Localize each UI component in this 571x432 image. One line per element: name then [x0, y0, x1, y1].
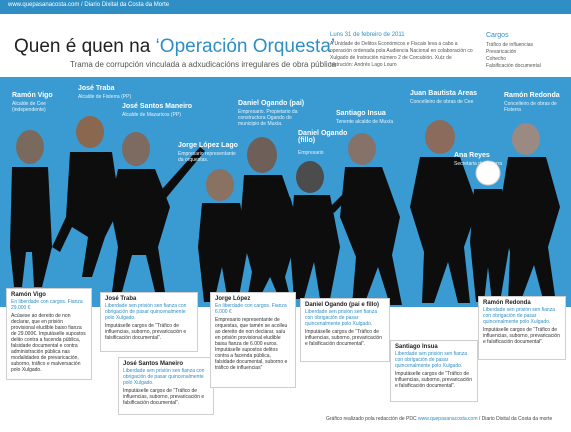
- charge-item: Tráfico de influencias: [486, 42, 534, 48]
- site-bar: [0, 0, 571, 14]
- card-body: Imputáselle cargos de “Tráfico de influencias, suborno, prevaricación e falsificación documental”.: [305, 329, 382, 347]
- card-name: Daniel Ogando (pai e fillo): [305, 302, 380, 308]
- footer-site-link[interactable]: www.quepasanacosta.com: [418, 416, 478, 422]
- card-status: En liberdade con cargos. Fianza 6.000 €: [215, 303, 287, 315]
- operation-summary: A Unidade de Delitos Económicos e Fiscais leva a cabo a operación ordenada pola Audiencia Nacional en colaboración co Xulgado de Instrución número 2 de Corcubión. Xuíz de Instrución: Andrés Lago Louro: [330, 41, 473, 68]
- person-role-traba: Alcalde de Fisterra (PP): [78, 94, 132, 100]
- person-name-insua: Santiago Insua: [336, 110, 386, 117]
- person-name-redonda: Ramón Redonda: [504, 92, 560, 99]
- card-maneiro: [118, 357, 214, 415]
- card-name: Santiago Insua: [395, 344, 438, 350]
- card-body: Imputáselle cargos de “Tráfico de influencias, suborno, prevaricación e falsificación documental”.: [105, 323, 187, 341]
- silhouette-traba: [52, 116, 120, 277]
- card-body: Imputáselle cargos de “Tráfico de influencias, suborno, prevaricación e falsificación documental”.: [395, 371, 472, 389]
- person-name-ogando-fillo: Daniel Ogando (fillo): [298, 130, 348, 144]
- silhouette-insua: [340, 133, 402, 305]
- card-status: Liberdade sen prisión sen fianza con obrigación de pasar quincenalmente polo Xulgado.: [305, 309, 377, 327]
- charge-item: Falsificación documental: [486, 63, 541, 69]
- card-status: Liberdade sen prisión sen fianza con obrigación de pasar quincenalmente polo Xulgado.: [123, 368, 205, 386]
- card-lopez: [210, 292, 296, 388]
- title-highlight: ‘Operación Orquesta’: [155, 36, 336, 57]
- card-body: Imputáselle cargos de “Tráfico de influencias, suborno, prevaricación e falsificación documental”.: [123, 388, 205, 406]
- card-body: Acúsese ao dereito de non declarar, que en prisión provisional eludible baixo fianza de 29.000€. Imputáselle supostos delito contra a facenda pública, falsidade documental e contra administración pública nas modalidades de prevaricación, suborno, tráfico e malversación polo Xulgado.: [11, 313, 86, 373]
- silhouette-areas: [410, 120, 478, 303]
- person-role-insua: Tenente alcalde de Muxía: [336, 119, 393, 125]
- person-name-ogando-pai: Daniel Ogando (pai): [238, 100, 305, 107]
- silhouette-vigo: [10, 130, 52, 287]
- person-name-maneiro: José Santos Maneiro: [122, 103, 193, 110]
- person-name-areas: Juan Bautista Areas: [410, 90, 478, 97]
- card-status: Liberdade sen prisión sen fianza con obrigación de pasar quincenalmente polo Xulgado.: [105, 303, 187, 321]
- card-traba: [100, 292, 198, 352]
- card-vigo: [6, 288, 92, 380]
- silhouette-redonda: [500, 123, 560, 303]
- card-name: Jorge López: [215, 296, 251, 302]
- page-title: [14, 36, 335, 58]
- charge-item: Prevaricación: [486, 49, 517, 55]
- person-role-ogando-fillo: Empresario: [298, 150, 324, 156]
- person-role-maneiro: Alcalde de Mazaricos (PP): [122, 112, 181, 118]
- person-role-vigo: Alcalde de Cee (independente): [12, 101, 46, 113]
- card-ogando: [300, 298, 390, 362]
- person-role-reyes: Secretaria do Fisterra: [454, 161, 503, 167]
- page-subtitle: Trama de corrupción vinculada a adxudicacións irregulares de obra pública: [70, 60, 337, 69]
- title-prefix: Quen é quen na: [14, 36, 156, 57]
- charges-list: [486, 42, 541, 70]
- person-name-vigo: Ramón Vigo: [12, 92, 53, 99]
- silhouette-ogando-pai: [240, 137, 300, 305]
- charge-item: Cohecho: [486, 56, 507, 62]
- card-insua: [390, 340, 478, 402]
- card-body: Imputáselle cargos de “Tráfico de influencias, suborno, prevaricación e falsificación documental”.: [483, 327, 560, 345]
- card-name: José Santos Maneiro: [123, 361, 184, 367]
- person-role-lopez: Empresario representante da orquestas.: [178, 151, 236, 163]
- footer-credit-text: Gráfico realizado pola redacción de PDC: [326, 416, 417, 422]
- footer-outlet: / Diario Dixital da Costa da morte: [478, 416, 553, 422]
- site-label[interactable]: www.quepasanacosta.com / Diario Dixital da Costa da Morte: [8, 2, 170, 8]
- card-name: Ramón Vigo: [11, 292, 46, 298]
- person-name-reyes: Ana Reyes: [454, 152, 490, 159]
- card-status: Liberdade sen prisión sen fianza con obrigación de pasar quincenalmente polo Xulgado.: [395, 351, 467, 369]
- person-role-redonda: Concelleiro de obras de Fisterra: [504, 101, 557, 113]
- date-label: Luns 31 de febreiro de 2011: [330, 32, 405, 38]
- person-role-ogando-pai: Empresario. Propietario da constructora Ogando do municipio de Muxía.: [238, 109, 298, 127]
- card-status: Liberdade sen prisión sen fianza con obrigación de pasar quincenalmente polo Xulgado.: [483, 307, 555, 325]
- person-role-areas: Concelleiro de obras de Cee: [410, 99, 474, 105]
- card-status: En liberdade con cargos. Fianza 29.000 €: [11, 299, 83, 311]
- charges-title: Cargos: [486, 32, 509, 39]
- person-name-traba: José Traba: [78, 85, 115, 92]
- card-name: Ramón Redonda: [483, 300, 531, 306]
- card-redonda: [478, 296, 566, 360]
- footer-credit: [326, 416, 552, 422]
- card-name: José Traba: [105, 296, 137, 302]
- person-name-lopez: Jorge López Lago: [178, 142, 238, 149]
- card-body: Empresario representante de orquestas, que tamén se acolleu ao dereito de non declarar, saíu en prisión provisional eludible baixa fianza de 6.000 euros. Imputáselle supostos delitos contra a facenda pública, falsidade documental, suborno e tráfico de influencias”: [215, 317, 288, 371]
